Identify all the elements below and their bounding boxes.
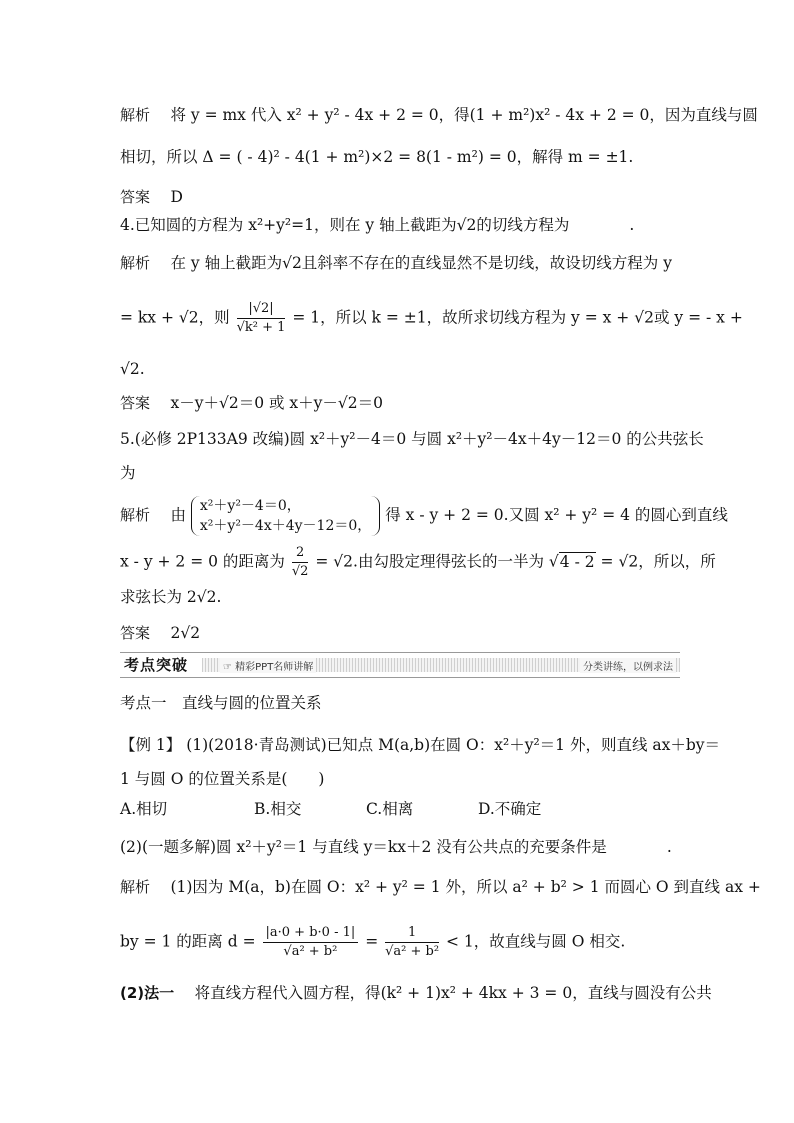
denominator: √a² + b² (283, 944, 338, 959)
q5-stem-line2: 为 (120, 464, 136, 482)
answer-value: x－y＋√2＝0 或 x＋y－√2＝0 (170, 394, 384, 412)
radicand: 4 - 2 (559, 552, 595, 571)
analysis-label: 解析 (120, 106, 151, 124)
q5-analysis-line1 (120, 496, 728, 536)
numerator: |√2| (237, 300, 286, 319)
option-d: D.不确定 (478, 800, 542, 818)
ex1-line3: (2)(一题多解)圆 x²＋y²＝1 与直线 y＝kx＋2 没有公共点的充要条件是 . (120, 838, 672, 856)
text: 由 (170, 506, 186, 524)
equation-system (191, 496, 380, 536)
text: 将 y = mx 代入 x² + y² - 4x + 2 = 0，得(1 + m²)x² - 4x + 2 = 0，因为直线与圆 (170, 106, 758, 124)
text: 将直线方程代入圆方程，得(k² + 1)x² + 4kx + 3 = 0，直线与圆没有公共 (194, 984, 712, 1002)
answer-label: 答案 (120, 188, 151, 206)
text: < 1，故直线与圆 O 相交. (446, 932, 626, 951)
block3-analysis-line2: 相切，所以 Δ = ( - 4)² - 4(1 + m²)×2 = 8(1 - m²) = 0，解得 m = ±1. (120, 148, 634, 166)
q4-answer (120, 392, 383, 414)
q5-answer (120, 622, 200, 644)
analysis-label: 解析 (120, 254, 151, 272)
q5-analysis-line2: x - y + 2 = 0 的距离为 $\frac{2}{√2}$ = √2.由勾股定理得弦长的一半为 √4 - 2 = √2，所以，所 (120, 545, 716, 579)
text: (2)(一题多解)圆 x²＋y²＝1 与直线 y＝kx＋2 没有公共点的充要条件是 (120, 838, 607, 856)
q4-analysis-line3: √2. (120, 360, 145, 378)
denominator: √k² + 1 (236, 320, 286, 335)
q4-stem-text: 4.已知圆的方程为 x²+y²=1，则在 y 轴上截距为√2的切线方程为 (120, 216, 570, 234)
equation-1: x²＋y²－4＝0， (199, 498, 301, 514)
q5-stem-line1: 5.(必修 2P133A9 改编)圆 x²＋y²－4＝0 与圆 x²＋y²－4x＋4y－12＝0 的公共弦长 (120, 430, 704, 448)
banner-note: 分类讲练，以例求法 (580, 658, 676, 673)
answer-value: D (170, 188, 183, 206)
option-c: C.相离 (366, 800, 414, 818)
answer-value: 2√2 (170, 624, 201, 642)
section-banner (120, 652, 680, 678)
distance-fraction (263, 924, 359, 961)
distance-fraction-2 (385, 924, 439, 961)
ex1-line2: 1 与圆 O 的位置关系是( ) (120, 770, 325, 788)
banner-title: 考点突破 (124, 656, 189, 674)
solution-line1 (120, 876, 761, 898)
q5-fraction (292, 544, 309, 581)
banner-subtitle: ☞ 精彩PPT名师讲解 (220, 658, 316, 673)
text: 在 y 轴上截距为√2且斜率不存在的直线显然不是切线，故设切线方程为 y (170, 254, 672, 272)
answer-label: 答案 (120, 624, 151, 642)
text: = (365, 932, 379, 951)
denominator: √2 (291, 564, 309, 579)
text: = 1，所以 k = ±1，故所求切线方程为 y = x + √2或 y = - x + (292, 308, 743, 327)
q4-analysis-line1 (120, 252, 672, 274)
block3-analysis-line1 (120, 104, 758, 126)
option-a: A.相切 (120, 800, 168, 818)
q4-stem: 4.已知圆的方程为 x²+y²=1，则在 y 轴上截距为√2的切线方程为 . (120, 216, 635, 234)
text: (1)因为 M(a，b)在圆 O：x² + y² = 1 外，所以 a² + b² > 1 而圆心 O 到直线 ax + (170, 878, 761, 896)
ex1-options (120, 798, 541, 820)
text: = kx + √2，则 (120, 308, 230, 327)
q4-analysis-line2 (120, 300, 743, 337)
analysis-label: 解析 (120, 878, 151, 896)
text: = √2，所以，所 (600, 552, 716, 571)
method-label: (2)法一 (120, 984, 175, 1002)
answer-label: 答案 (120, 394, 151, 412)
text: = √2.由勾股定理得弦长的一半为 (315, 552, 544, 571)
equation-2: x²＋y²－4x＋4y－12＝0， (199, 518, 372, 534)
solution-line2 (120, 924, 625, 961)
denominator: √a² + b² (385, 944, 440, 959)
text: x - y + 2 = 0 的距离为 (120, 552, 285, 571)
solution-line3 (120, 982, 712, 1004)
ex1-line1: 【例 1】 (1)(2018·青岛测试)已知点 M(a,b)在圆 O：x²＋y²＝1 外，则直线 ax＋by＝ (120, 736, 721, 754)
numerator: 1 (385, 924, 439, 943)
numerator: |a·0 + b·0 - 1| (263, 924, 359, 943)
block3-answer (120, 186, 183, 208)
numerator: 2 (292, 544, 309, 563)
q4-fraction (237, 300, 286, 337)
topic-heading: 考点一 直线与圆的位置关系 (120, 694, 322, 712)
option-b: B.相交 (254, 800, 302, 818)
q5-analysis-line3: 求弦长为 2√2. (120, 588, 222, 606)
text: by = 1 的距离 d = (120, 932, 256, 951)
analysis-label: 解析 (120, 506, 151, 524)
text: 得 x - y + 2 = 0.又圆 x² + y² = 4 的圆心到直线 (385, 506, 728, 524)
